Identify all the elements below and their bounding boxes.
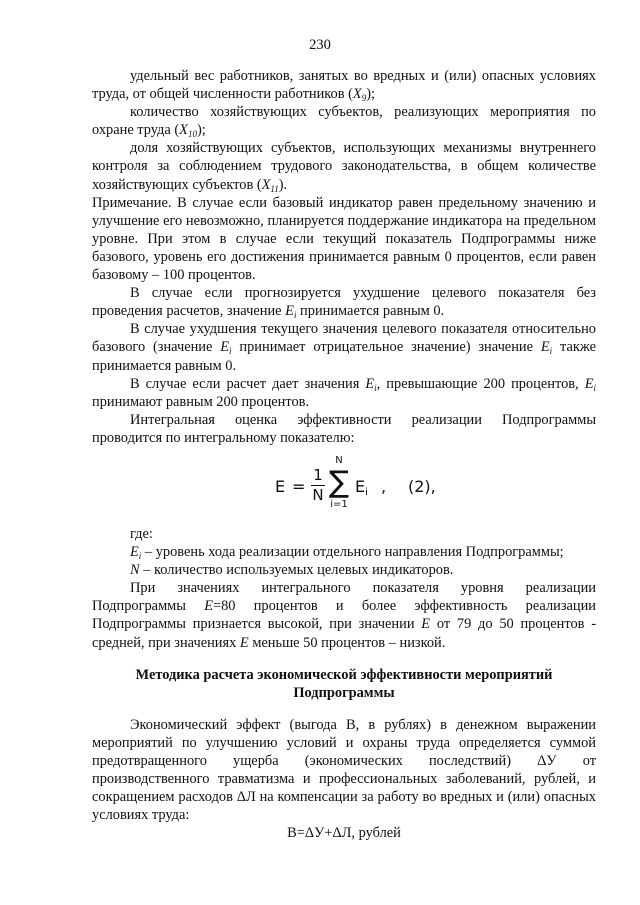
- formula-number: (2),: [408, 476, 436, 496]
- var: E: [204, 598, 213, 615]
- sub: i: [593, 382, 596, 393]
- paragraph-economic-effect: Экономический эффект (выгода В, в рублях) в денежном выражении мероприятий по улучшению условий и охраны труда определяется суммой предотвращенного ущерба (экономических последствий) ΔУ от производственного травматизма и профессиональных заболеваний, рублей, и сокращением расходов ΔЛ на компенсации за работу во вредных и (или) опасных условиях труда:: [92, 716, 596, 824]
- text: меньше 50 процентов – низкой.: [248, 634, 446, 651]
- var: E: [540, 339, 550, 356]
- text: количество хозяйствующих субъектов, реализующих мероприятия по охране труда (: [92, 104, 596, 139]
- paragraph-integral: Интегральная оценка эффективности реализации Подпрограммы проводится по интегральному показателю:: [92, 411, 596, 446]
- text: – уровень хода реализации отдельного направления Подпрограммы;: [141, 544, 564, 561]
- term: E: [355, 476, 366, 496]
- var: E: [239, 634, 249, 651]
- var: E: [584, 375, 594, 392]
- sum-lower-limit: i=1: [330, 498, 348, 510]
- text: от 79 до 50 процентов - средней, при значениях: [92, 616, 596, 651]
- paragraph-forecast: [92, 284, 596, 320]
- sum-upper-limit: N: [335, 454, 343, 466]
- text: ).: [278, 176, 288, 193]
- sigma-symbol: ∑: [328, 464, 350, 500]
- formula-comma: ,: [381, 476, 387, 496]
- text: также принимается равным 0.: [92, 339, 596, 374]
- sub: i: [374, 382, 377, 393]
- definition-n: [92, 561, 596, 579]
- text: );: [366, 86, 376, 103]
- page-number: 230: [309, 37, 331, 53]
- final-formula: В=ΔУ+ΔЛ, рублей: [287, 825, 401, 842]
- formula-denominator: N: [312, 485, 324, 504]
- var: X: [352, 86, 362, 103]
- section-heading: [92, 666, 596, 702]
- var: N: [130, 562, 140, 579]
- paragraph-x9: [92, 67, 596, 103]
- sub: 9: [361, 93, 367, 104]
- text: , превышающие 200 процентов,: [376, 375, 585, 392]
- where-label: где:: [130, 525, 153, 542]
- text: В случае если прогнозируется ухудшение целевого показателя без проведения расчетов, значение: [92, 285, 596, 320]
- text: принимает отрицательное значение) значение: [231, 339, 541, 356]
- text: В случае если расчет дает значения: [130, 375, 366, 392]
- var: X: [261, 176, 271, 193]
- var: E: [130, 544, 139, 561]
- paragraph-x11: [92, 139, 596, 193]
- definition-ei: [92, 543, 596, 561]
- sub: 10: [187, 129, 197, 140]
- sub: i: [138, 551, 142, 562]
- text: – количество используемых целевых индикаторов.: [139, 562, 454, 579]
- sub: 11: [270, 183, 279, 194]
- paragraph-evaluation: [92, 579, 596, 651]
- text: );: [196, 122, 206, 139]
- paragraph-limit: [92, 375, 596, 411]
- text: удельный вес работников, занятых во вредных и (или) опасных условиях труда, от общей численности работников (: [92, 68, 596, 103]
- paragraph-x10: [92, 103, 596, 139]
- text: доля хозяйствующих субъектов, использующих механизмы внутреннего контроля за соблюдением трудового законодательства, в общем количестве хозяйствующих субъектов (: [92, 140, 596, 193]
- heading-line: Подпрограммы: [293, 684, 395, 701]
- var: E: [220, 339, 230, 356]
- text: В случае ухудшения текущего значения целевого показателя относительно базового (значение: [92, 321, 596, 356]
- heading-line: Методика расчета экономической эффективности мероприятий: [135, 666, 553, 683]
- var: X: [179, 122, 188, 139]
- formula-equals: =: [292, 476, 306, 496]
- var: E: [421, 616, 431, 633]
- text: При значениях интегрального показателя уровня реализации Подпрограммы: [92, 580, 596, 615]
- term-sub: i: [365, 486, 368, 498]
- paragraph-worsening: [92, 320, 596, 374]
- summation: [327, 455, 351, 511]
- formula-lhs: E: [275, 476, 286, 496]
- formula-term: [355, 478, 368, 496]
- text: принимают равным 200 процентов.: [92, 393, 310, 410]
- formula-integral: [92, 455, 596, 521]
- formula-numerator: 1: [313, 465, 323, 484]
- formula-fraction: [311, 467, 325, 504]
- paragraph-note: Примечание. В случае если базовый индикатор равен предельному значению и улучшение его невозможно, планируется поддержание индикатора на предельном уровне. При этом в случае если текущий показатель Подпрограммы ниже базового, уровень его достижения принимается равным 0 процентов, если равен базовому – 100 процентов.: [92, 194, 596, 284]
- body-text: [92, 67, 596, 842]
- sub: i: [293, 310, 297, 321]
- sub: i: [229, 346, 232, 357]
- text: =80 процентов и более эффективность реализации Подпрограммы признается высокой, при значении: [92, 598, 597, 633]
- sub: i: [549, 346, 553, 357]
- var: E: [365, 375, 375, 392]
- text: принимается равным 0.: [296, 303, 445, 320]
- var: E: [285, 303, 294, 320]
